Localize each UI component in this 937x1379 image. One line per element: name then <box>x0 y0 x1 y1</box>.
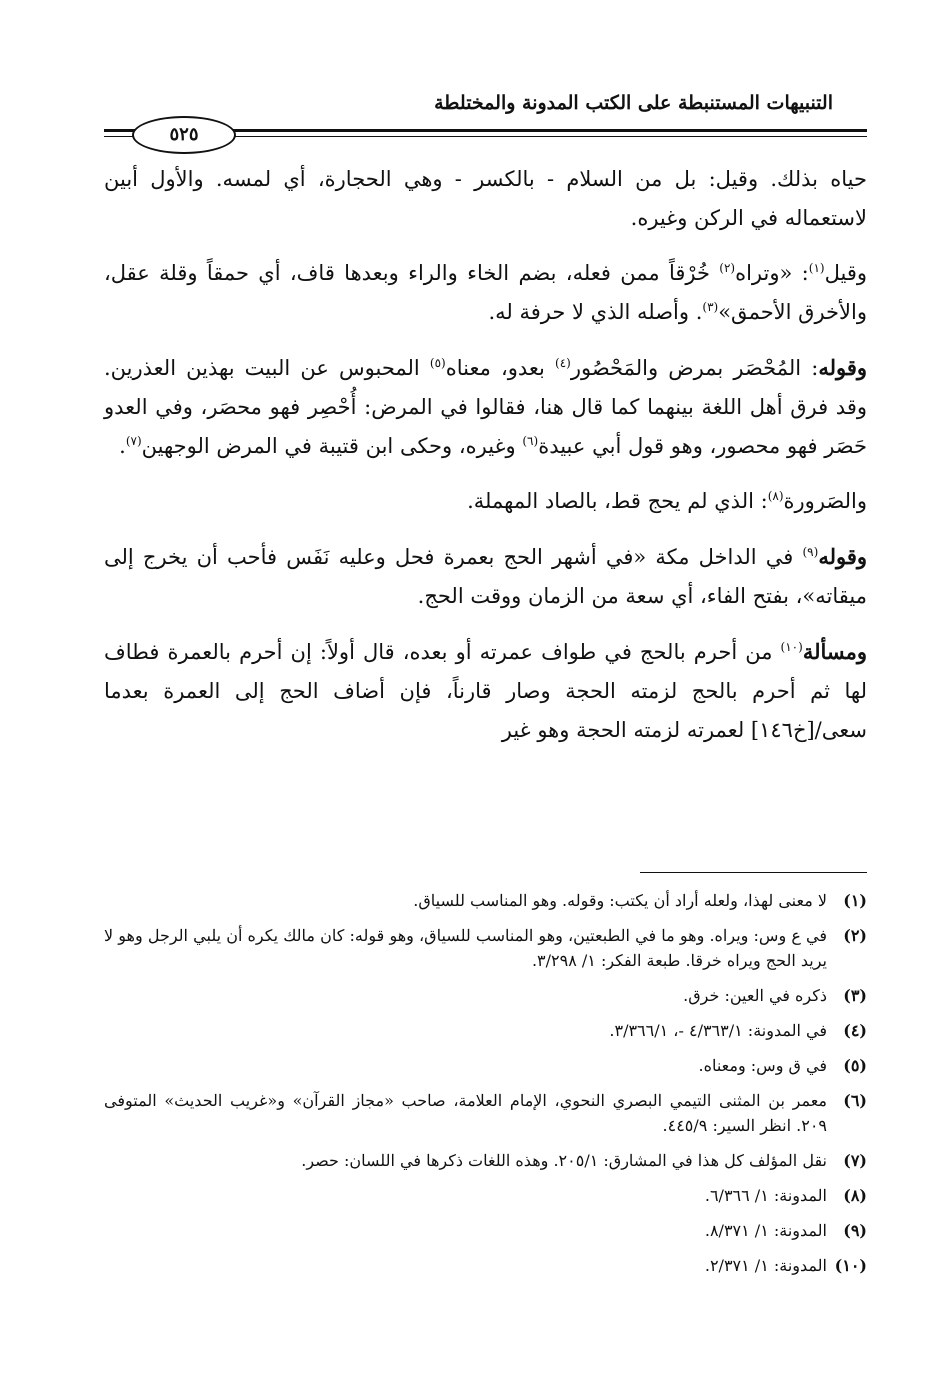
footnote-item <box>104 1088 867 1138</box>
footnote-ref[interactable]: (٩) <box>802 545 819 559</box>
footnote-text: في ع وس: ويراه. وهو ما في الطبعتين، وهو المناسب للسياق، وهو قوله: كان مالك يكره أن يلبي الرجل وهو لا يريد الحج ويراه خرقا. طبعة الفكر: ١/ ٣/٢٩٨. <box>104 926 827 970</box>
footnote-number: (٤) <box>843 1021 867 1040</box>
footnote-ref[interactable]: (١) <box>808 261 825 275</box>
paragraph-4 <box>104 482 867 521</box>
paragraph-3 <box>104 348 867 466</box>
footnote-ref[interactable]: (١٠) <box>780 640 803 654</box>
footnote-text: المدونة: ١/ ٨/٣٧١. <box>704 1221 827 1240</box>
text-run: : المُحْصَر بمرض والمَحْصُور <box>570 356 819 380</box>
lead-word: وقوله <box>818 544 867 569</box>
text-run: المحبوس عن البيت بهذين العذرين. وقد فرق أهل اللغة بينهما كما قال هنا، فقالوا في المرض: أُحْصِر فهو محصَر، وفي العدو حَصَر فهو محصور، وهو قول أبي عبيدة <box>104 356 867 458</box>
footnote-number: (٧) <box>843 1151 867 1170</box>
footnote-text: نقل المؤلف كل هذا في المشارق: ٢٠٥/١. وهذه اللغات ذكرها في اللسان: حصر. <box>301 1151 827 1170</box>
footnote-ref[interactable]: (٤) <box>555 356 571 370</box>
footnote-item <box>104 1148 867 1173</box>
footnote-text: المدونة: ١/ ٢/٣٧١. <box>704 1256 827 1275</box>
text-run: : الذي لم يحج قط، بالصاد المهملة. <box>467 489 768 513</box>
footnote-text: معمر بن المثنى التيمي البصري النحوي، الإمام العلامة، صاحب «مجاز القرآن» و«غريب الحديث» المتوفى ٢٠٩. انظر السير: ٤٤٥/٩. <box>104 1091 828 1135</box>
text-run: . <box>119 434 126 458</box>
footnote-number: (٦) <box>843 1091 867 1110</box>
footnote-ref[interactable]: (٣) <box>702 300 719 314</box>
footnote-number: (٨) <box>843 1186 867 1205</box>
paragraph-1: حياه بذلك. وقيل: بل من السلام - بالكسر - وهي الحجارة، أي لمسه. والأول أبين لاستعماله في الركن وغيره. <box>104 167 867 230</box>
footnote-text: في المدونة: ٤/٣٦٣/١ -، ٣/٣٦٦/١. <box>609 1021 827 1040</box>
paragraph-5 <box>104 537 867 616</box>
footnote-item <box>104 888 867 913</box>
page-number-badge: ٥٢٥ <box>132 116 236 154</box>
footnote-number: (٢) <box>843 926 867 945</box>
running-header-title: التنبيهات المستنبطة على الكتب المدونة والمختلطة <box>434 92 833 114</box>
footnote-item <box>104 923 867 973</box>
text-run: والصَرورة <box>783 489 867 513</box>
footnote-ref[interactable]: (٨) <box>767 489 784 503</box>
footnote-ref[interactable]: (٧) <box>125 434 142 448</box>
footnote-item <box>104 1018 867 1043</box>
text-run: وقيل <box>824 261 867 285</box>
text-run: خُرْقاً ممن فعله، بضم الخاء والراء وبعدها قاف، أي حمقاً وقلة عقل، والأخرق الأحمق» <box>104 261 867 324</box>
lead-word: ومسألة <box>802 639 867 664</box>
text-run: : «وتراه <box>735 261 809 285</box>
footnote-ref[interactable]: (٢) <box>719 261 736 275</box>
footnote-number: (٥) <box>843 1056 867 1075</box>
footnote-item <box>104 983 867 1008</box>
main-text <box>104 160 867 766</box>
footnote-separator <box>640 872 867 873</box>
footnote-number: (١٠) <box>834 1256 867 1275</box>
paragraph-6 <box>104 632 867 750</box>
footnote-item <box>104 1253 867 1278</box>
footnote-item <box>104 1218 867 1243</box>
text-run: في الداخل مكة «في أشهر الحج بعمرة فحل وعليه نَفَس فأحب أن يخرج إلى ميقاته»، بفتح الفاء، أي سعة من الزمان ووقت الحج. <box>104 545 867 608</box>
text-run: وغيره، وحكى ابن قتيبة في المرض الوجهين <box>141 434 523 458</box>
text-run: بعدو، معناه <box>445 356 556 380</box>
footnotes <box>104 888 867 1288</box>
lead-word: وقوله <box>818 355 867 380</box>
footnote-text: لا معنى لهذا، ولعله أراد أن يكتب: وقوله. وهو المناسب للسياق. <box>413 891 827 910</box>
footnote-number: (٣) <box>843 986 867 1005</box>
footnote-text: في ق وس: ومعناه. <box>698 1056 827 1075</box>
footnote-item <box>104 1053 867 1078</box>
footnote-ref[interactable]: (٥) <box>429 356 446 370</box>
paragraph-2 <box>104 254 867 332</box>
footnote-text: ذكره في العين: خرق. <box>683 986 827 1005</box>
footnote-text: المدونة: ١/ ٦/٣٦٦. <box>704 1186 827 1205</box>
footnote-ref[interactable]: (٦) <box>522 434 539 448</box>
footnote-number: (١) <box>843 891 867 910</box>
text-run: من أحرم بالحج في طواف عمرته أو بعده، قال أولاً: إن أحرم بالعمرة فطاف لها ثم أحرم بالحج لزمته الحجة وصار قارناً، فإن أضاف الحج إلى العمرة بعدما سعى/[خ١٤٦] لعمرته لزمته الحجة وهو غير <box>104 640 867 742</box>
footnote-item <box>104 1183 867 1208</box>
text-run: . وأصله الذي لا حرفة له. <box>488 300 703 324</box>
footnote-number: (٩) <box>843 1221 867 1240</box>
